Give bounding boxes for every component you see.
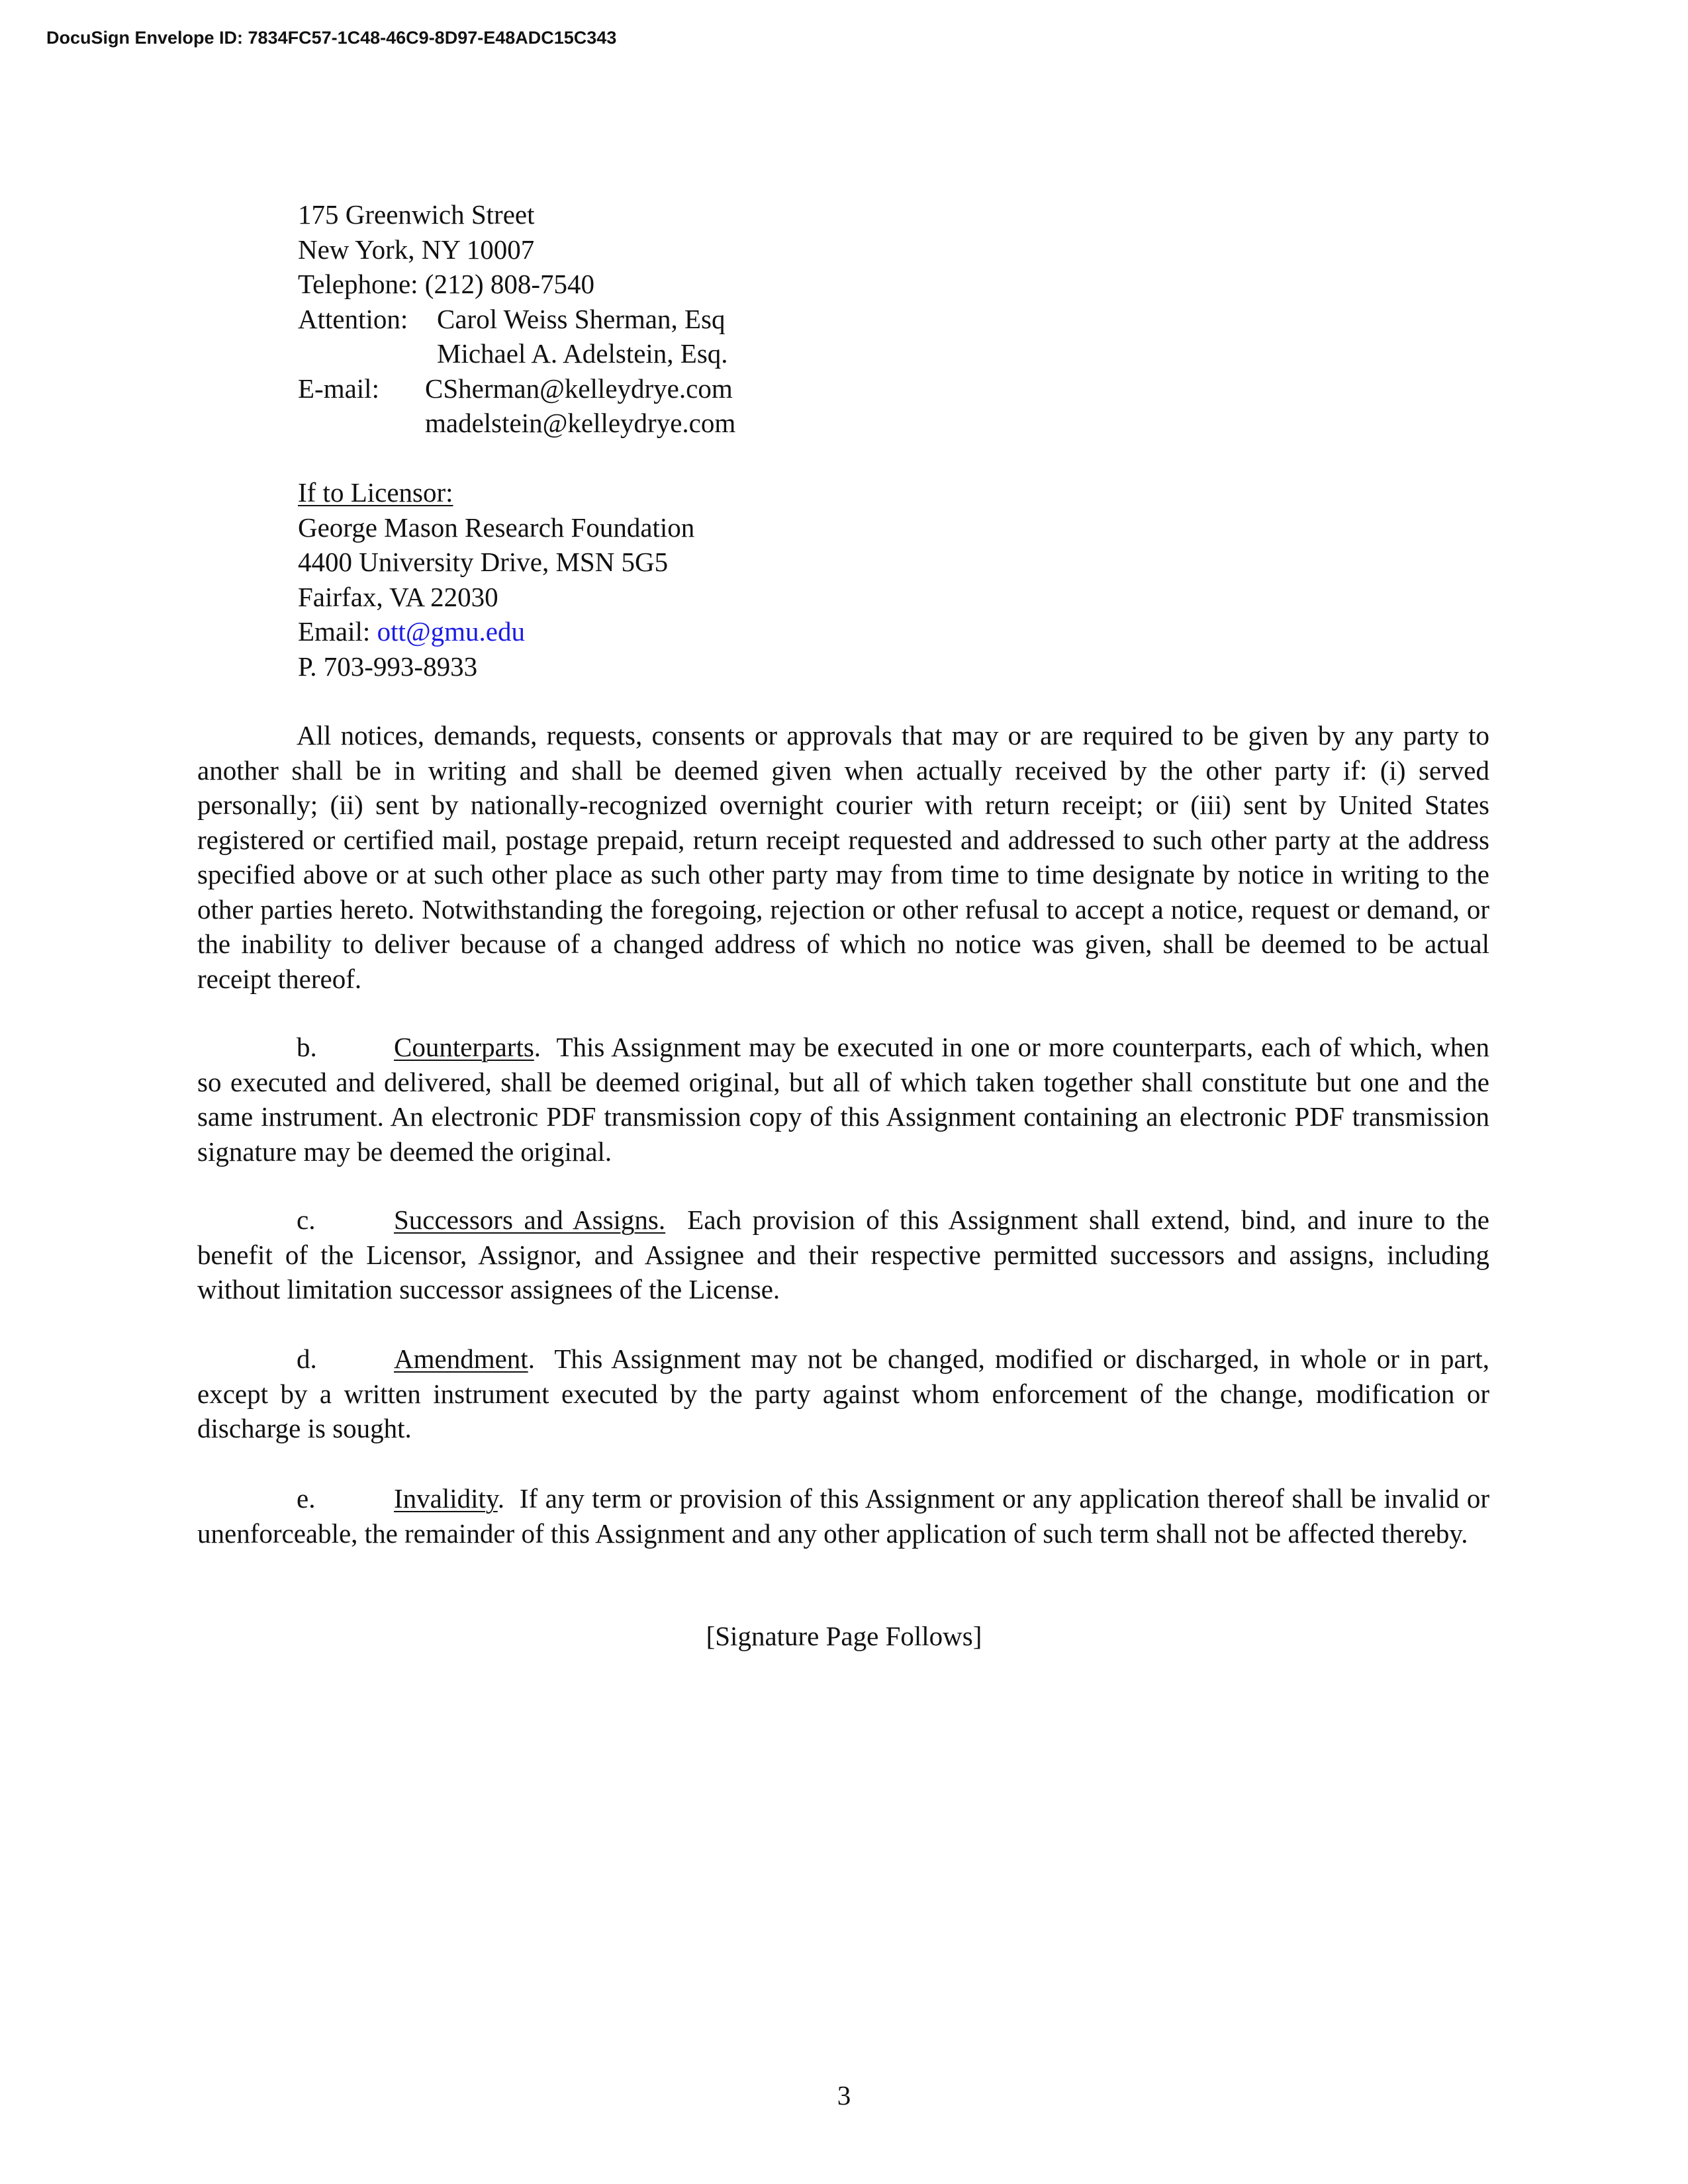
section-heading: Successors and Assigns. (394, 1205, 666, 1235)
section-amendment (197, 1342, 1489, 1446)
notices-paragraph: All notices, demands, requests, consents or approvals that may or are required to be given by any party to another shall be in writing and shall be deemed given when actually received by the other party if: (i) served personally; (ii) sent by nationally-recognized overnight courier with return receipt; or (iii) sent by United States registered or certified mail, postage prepaid, return receipt requested and addressed to such other party at the address specified above or at such other place as such other party may from time to time designate by notice in writing to the other parties hereto. Notwithstanding the foregoing, rejection or other refusal to accept a notice, request or demand, or the inability to deliver because of a changed address of which no notice was given, shall be deemed to be actual receipt thereof. (197, 720, 1489, 994)
section-heading: Invalidity (394, 1483, 498, 1514)
section-heading: Counterparts (394, 1032, 534, 1062)
licensor-email-row (298, 614, 735, 649)
section-counterparts (197, 1030, 1489, 1169)
assignee-attention-row (298, 302, 735, 337)
licensor-street: 4400 University Drive, MSN 5G5 (298, 547, 669, 577)
assignee-telephone: Telephone: (212) 808-7540 (298, 269, 595, 299)
section-text: This Assignment may be executed in one or more counterparts, each of which, when so executed and delivered, shall be deemed original, but all of which taken together shall constitute but one and the same instrument. An electronic PDF transmission copy of this Assignment containing an electronic PDF transmission signature may be deemed the original. (197, 1032, 1489, 1167)
section-heading-punct: . (497, 1483, 505, 1514)
assignee-email-row (298, 371, 735, 406)
assignee-email-1: CSherman@kelleydrye.com (425, 373, 733, 404)
licensor-email-link[interactable]: ott@gmu.edu (377, 616, 525, 647)
attention-name-2: Michael A. Adelstein, Esq. (437, 338, 728, 369)
licensor-heading: If to Licensor: (298, 477, 453, 508)
section-enum: c. (297, 1205, 316, 1235)
section-text: Each provision of this Assignment shall extend, bind, and inure to the benefit of the Licensor, Assignor, and Assignee and their respective permitted successors and assigns, including without limitation successor assignees of the License. (197, 1205, 1490, 1304)
section-heading: Amendment (394, 1343, 528, 1374)
section-text: If any term or provision of this Assignment or any application thereof shall be invalid or unenforceable, the remainder of this Assignment and any other application of such term shall not be affected thereby. (197, 1483, 1489, 1549)
section-enum: e. (297, 1483, 316, 1514)
licensor-city: Fairfax, VA 22030 (298, 581, 498, 612)
section-heading-punct: . (528, 1343, 535, 1374)
section-text: This Assignment may not be changed, modified or discharged, in whole or in part, except by a written instrument executed by the party against whom enforcement of the change, modification or discharge is sought. (197, 1343, 1490, 1443)
assignee-street: 175 Greenwich Street (298, 199, 535, 230)
section-successors (197, 1203, 1489, 1307)
section-enum: d. (297, 1343, 317, 1374)
email-label: E-mail: (298, 373, 379, 404)
licensor-phone: P. 703-993-8933 (298, 651, 478, 682)
docusign-envelope-id: DocuSign Envelope ID: 7834FC57-1C48-46C9-8D97-E48ADC15C343 (46, 28, 617, 48)
assignee-email-2: madelstein@kelleydrye.com (425, 408, 736, 438)
signature-page-follows: [Signature Page Follows] (706, 1621, 982, 1651)
blank-line (298, 441, 735, 476)
section-heading-punct: . (534, 1032, 541, 1062)
assignee-city: New York, NY 10007 (298, 234, 535, 265)
attention-label: Attention: (298, 303, 408, 334)
licensor-email-label: Email: (298, 616, 377, 647)
address-block (298, 197, 735, 684)
section-invalidity (197, 1481, 1489, 1551)
attention-name-1: Carol Weiss Sherman, Esq (437, 303, 726, 334)
section-enum: b. (297, 1032, 317, 1062)
licensor-name: George Mason Research Foundation (298, 512, 695, 543)
page-number: 3 (837, 2080, 851, 2111)
